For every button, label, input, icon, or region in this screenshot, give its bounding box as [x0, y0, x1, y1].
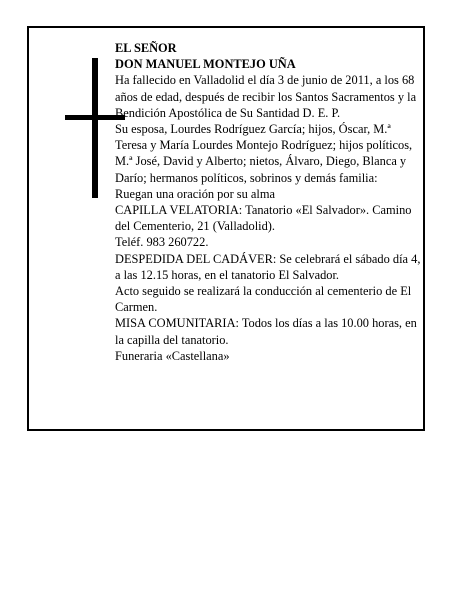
cemetery-procession: Acto seguido se realizará la conducción al cementerio de El Carmen.: [115, 284, 412, 315]
deceased-name: DON MANUEL MONTEJO UÑA: [115, 57, 296, 72]
notice-text: [115, 40, 421, 364]
farewell-service: DESPEDIDA DEL CADÁVER: Se celebrará el sábado día 4, a las 12.15 horas, en el tanatorio El Salvador.: [115, 251, 421, 282]
wake-chapel: CAPILLA VELATORIA: Tanatorio «El Salvador». Camino del Cementerio, 21 (Valladolid).: [115, 203, 412, 234]
family-list: Su esposa, Lourdes Rodríguez García; hijos, Óscar, M.ª Teresa y María Lourdes Montejo Rodríguez; hijos políticos, M.ª José, David y Alberto; nietos, Álvaro, Diego, Blanca y Darío; hermanos políticos, sobrinos y demás familia:: [115, 122, 413, 185]
death-announcement: Ha fallecido en Valladolid el día 3 de junio de 2011, a los 68 años de edad, después de recibir los Santos Sacramentos y la Bendición Apostólica de Su Santidad D. E. P.: [115, 73, 417, 120]
community-mass: MISA COMUNITARIA: Todos los días a las 10.00 horas, en la capilla del tanatorio.: [115, 316, 417, 347]
obituary-notice: [27, 26, 425, 431]
phone-number: Teléf. 983 260722.: [115, 235, 209, 250]
title-honorific: EL SEÑOR: [115, 41, 177, 55]
funeral-home: Funeraria «Castellana»: [115, 348, 230, 363]
prayer-request: Ruegan una oración por su alma: [115, 186, 275, 201]
